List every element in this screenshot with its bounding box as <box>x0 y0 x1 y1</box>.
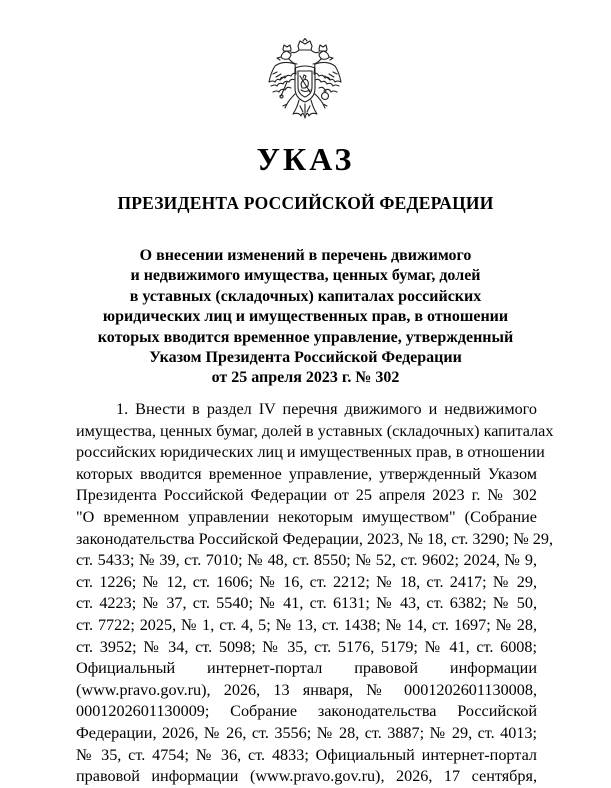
body-line: 1. Внести в раздел IV перечня движимого и недвижимого <box>116 400 537 418</box>
body-line: 0001202601130009; Собрание законодательства Российской <box>76 702 537 721</box>
body-line: законодательства Российской Федерации, 2023, № 18, ст. 3290; № 29, <box>76 529 554 548</box>
heading-line: юридических лиц и имущественных прав, в отношении <box>102 308 509 326</box>
body-line: правовой информации (www.pravo.gov.ru), 2026, 17 сентября, <box>76 767 537 786</box>
heading-line: О внесении изменений в перечень движимого <box>139 247 472 264</box>
body-line: ст. 4223; № 37, ст. 5540; № 41, ст. 6131; № 43, ст. 6382; № 50, <box>76 594 537 613</box>
body-line: (www.pravo.gov.ru), 2026, 13 января, № 0001202601130008, <box>76 680 537 699</box>
body-line: которых вводится временное управление, утвержденный Указом <box>76 464 537 483</box>
heading-line: от 25 апреля 2023 г. № 302 <box>211 369 400 387</box>
coat-of-arms-icon <box>267 38 343 128</box>
body-line: имущества, ценных бумаг, долей в уставных (складочных) капиталах <box>76 421 554 440</box>
body-line: ст. 7722; 2025, № 1, ст. 4, 5; № 13, ст. 1438; № 14, ст. 1697; № 28, <box>76 615 537 634</box>
body-line: Официальный интернет-портал правовой информации <box>76 659 537 678</box>
body-line: ст. 3952; № 34, ст. 5098; № 35, ст. 5176, 5179; № 41, ст. 6008; <box>76 637 537 656</box>
decree-heading <box>0 246 611 389</box>
decree-body-paragraph <box>76 399 554 788</box>
document-subtitle: ПРЕЗИДЕНТА РОССИЙСКОЙ ФЕДЕРАЦИИ <box>117 193 494 213</box>
body-line: ст. 1226; № 12, ст. 1606; № 16, ст. 2212; № 18, ст. 2417; № 29, <box>76 572 537 591</box>
document-title: УКАЗ <box>256 141 355 177</box>
heading-line: которых вводится временное управление, утвержденный <box>97 328 514 346</box>
body-line: "О временном управлении некоторым имуществом" (Собрание <box>76 507 537 526</box>
body-line: российских юридических лиц и имущественных прав, в отношении <box>76 443 545 462</box>
body-line: Федерации, 2026, № 26, ст. 3556; № 28, ст. 3887; № 29, ст. 4013; <box>76 723 537 742</box>
body-line: № 35, ст. 4754; № 36, ст. 4833; Официальный интернет-портал <box>76 745 537 764</box>
heading-line: и недвижимого имущества, ценных бумаг, долей <box>130 267 481 285</box>
heading-line: Указом Президента Российской Федерации <box>149 349 462 367</box>
body-line: Президента Российской Федерации от 25 апреля 2023 г. № 302 <box>76 486 537 505</box>
body-line: ст. 5433; № 39, ст. 7010; № 48, ст. 8550; № 52, ст. 9602; 2024, № 9, <box>76 551 537 570</box>
heading-line: в уставных (складочных) капиталах российских <box>129 287 482 305</box>
